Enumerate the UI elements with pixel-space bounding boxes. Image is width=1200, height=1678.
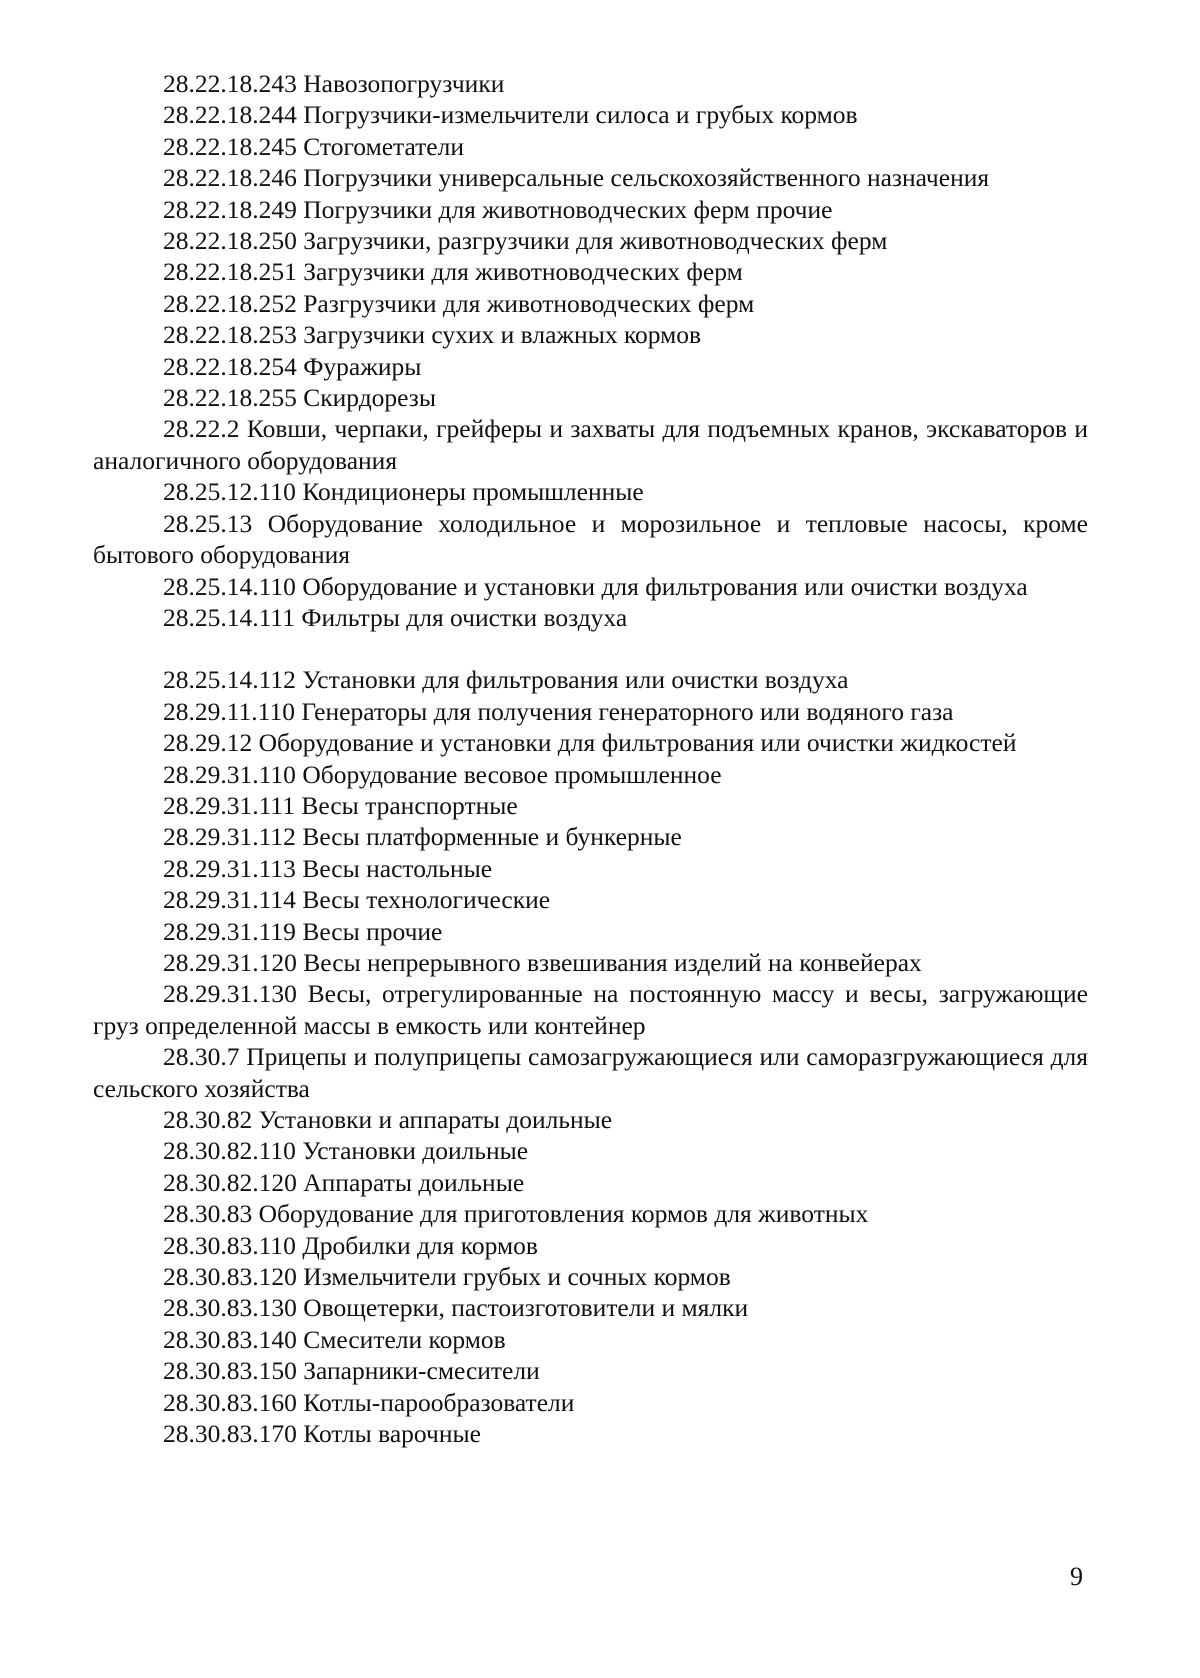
entry-text: Оборудование и установки для фильтрования или очистки воздуха [302,571,1028,601]
entry-text: Весы настольные [302,853,493,883]
list-item [93,1041,1088,1104]
entry-text: Оборудование для приготовления кормов для животных [258,1199,869,1229]
entry-code: 28.30.83.170 [163,1419,297,1449]
entry-code: 28.22.2 [163,414,240,444]
entry-text: Установки доильные [302,1136,529,1166]
entry-code: 28.30.83.110 [163,1230,296,1260]
entry-code: 28.29.31.113 [163,853,296,883]
entry-text: Погрузчики для животноводческих ферм прочие [303,194,833,224]
list-item [93,790,1088,821]
entry-text: Овощетерки, пастоизготовители и мялки [303,1293,749,1323]
entry-code: 28.25.14.112 [163,665,296,695]
list-item [93,162,1088,193]
entry-code: 28.30.83.140 [163,1324,297,1354]
list-item [93,1324,1088,1355]
entry-text: Кондиционеры промышленные [302,477,644,507]
entry-text: Оборудование и установки для фильтрования или очистки жидкостей [258,728,1017,758]
entry-code: 28.22.18.245 [163,131,297,161]
list-item [93,99,1088,130]
entry-code: 28.29.31.119 [163,916,296,946]
list-item [93,1418,1088,1449]
list-item [93,947,1088,978]
list-item [93,696,1088,727]
entry-text: Разгрузчики для животноводческих ферм [303,288,755,318]
entry-text: Стогометатели [303,131,464,161]
entry-code: 28.22.18.251 [163,257,297,287]
entry-text: Весы платформенные и бункерные [302,822,682,852]
list-item [93,1167,1088,1198]
entry-code: 28.30.83 [163,1199,253,1229]
entry-code: 28.30.82 [163,1105,253,1134]
list-item [93,1387,1088,1418]
list-item [93,1104,1088,1135]
list-item [93,1230,1088,1261]
entry-text: Весы прочие [302,916,443,946]
entry-code: 28.29.31.114 [163,885,296,915]
entry-code: 28.29.31.111 [163,790,295,820]
entry-code: 28.25.12.110 [163,477,296,507]
list-item [93,602,1088,633]
list-item [93,884,1088,915]
entry-code: 28.30.83.160 [163,1387,297,1417]
list-item [93,131,1088,162]
list-item [93,1135,1088,1166]
entry-text: Измельчители грубых и сочных кормов [303,1262,731,1292]
list-item [93,821,1088,852]
entry-code: 28.29.31.112 [163,822,296,852]
entry-text: Фуражиры [303,351,422,381]
list-item [93,382,1088,413]
entry-code: 28.29.31.110 [163,759,296,789]
list-item [93,853,1088,884]
entry-code: 28.29.31.120 [163,947,297,977]
entry-text: Погрузчики-измельчители силоса и грубых кормов [303,100,858,130]
entry-text: Весы непрерывного взвешивания изделий на конвейерах [303,947,922,977]
entry-text: Погрузчики универсальные сельскохозяйственного назначения [303,163,990,193]
entry-code: 28.30.82.120 [163,1167,297,1197]
entry-text: Оборудование весовое промышленное [302,759,722,789]
list-item [93,1292,1088,1323]
entry-text: Загрузчики, разгрузчики для животноводческих ферм [303,226,888,256]
entry-text: Весы транспортные [301,790,518,820]
list-item [93,288,1088,319]
list-item [93,225,1088,256]
entry-text: Котлы-парообразователи [303,1387,575,1417]
entry-code: 28.29.12 [163,728,253,758]
entry-text: Навозопогрузчики [303,69,505,98]
entry-text: Смесители кормов [303,1324,506,1354]
document-page [93,68,1088,1449]
entry-text: Аппараты доильные [303,1167,525,1197]
entry-code: 28.22.18.255 [163,383,297,413]
page-number: 9 [1070,1562,1083,1591]
list-item [93,664,1088,695]
list-item [93,1355,1088,1386]
entry-text: Весы технологические [302,885,551,915]
entry-code: 28.30.83.120 [163,1262,297,1292]
entry-text: Котлы варочные [303,1419,481,1449]
entry-code: 28.30.82.110 [163,1136,296,1166]
entry-text: Установки и аппараты доильные [258,1105,613,1134]
entry-text: Установки для фильтрования или очистки воздуха [302,665,849,695]
entry-code: 28.30.83.150 [163,1356,297,1386]
list-item [93,319,1088,350]
list-item [93,194,1088,225]
entry-code: 28.22.18.253 [163,320,297,350]
entry-code: 28.29.31.130 [163,979,297,1009]
list-item [93,351,1088,382]
entry-text: Ковши, черпаки, грейферы и захваты для подъемных кранов, экскаваторов и аналогичного оборудования [93,414,1089,475]
entry-text: Загрузчики сухих и влажных кормов [303,320,702,350]
list-item [93,413,1088,476]
list-item [93,68,1088,99]
list-item [93,1198,1088,1229]
entry-code: 28.22.18.246 [163,163,297,193]
entry-text: Прицепы и полуприцепы самозагружающиеся или саморазгружающиеся для сельского хозяйства [93,1042,1088,1103]
entry-text: Генераторы для получения генераторного или водяного газа [301,696,954,726]
entry-text: Загрузчики для животноводческих ферм [303,257,743,287]
entry-code: 28.22.18.252 [163,288,297,318]
entry-text: Оборудование холодильное и морозильное и тепловые насосы, кроме бытового оборудования [93,508,1089,570]
list-item [93,571,1088,602]
entry-code: 28.29.11.110 [163,696,295,726]
entry-text: Скирдорезы [303,383,437,413]
entry-code: 28.22.18.243 [163,69,297,98]
list-item [93,1261,1088,1292]
entry-code: 28.22.18.249 [163,194,297,224]
entry-code: 28.25.14.111 [163,602,295,632]
list-item [93,727,1088,758]
entry-text: Весы, отрегулированные на постоянную массу и весы, загружающие груз определенной массы в емкость или контейнер [93,979,1089,1040]
list-item [93,476,1088,507]
entry-text: Дробилки для кормов [302,1230,538,1260]
entry-code: 28.22.18.254 [163,351,297,381]
entry-code: 28.25.14.110 [163,571,296,601]
list-item [93,256,1088,287]
list-item [93,978,1088,1041]
list-item [93,759,1088,790]
entry-code: 28.22.18.250 [163,226,297,256]
entry-text: Запарники-смесители [303,1356,540,1386]
entry-code: 28.30.83.130 [163,1293,297,1323]
list-item [93,508,1088,571]
entry-code: 28.22.18.244 [163,100,297,130]
entry-code: 28.25.13 [163,508,253,538]
entry-text: Фильтры для очистки воздуха [301,602,628,632]
entry-code: 28.30.7 [163,1042,240,1072]
list-item [93,916,1088,947]
